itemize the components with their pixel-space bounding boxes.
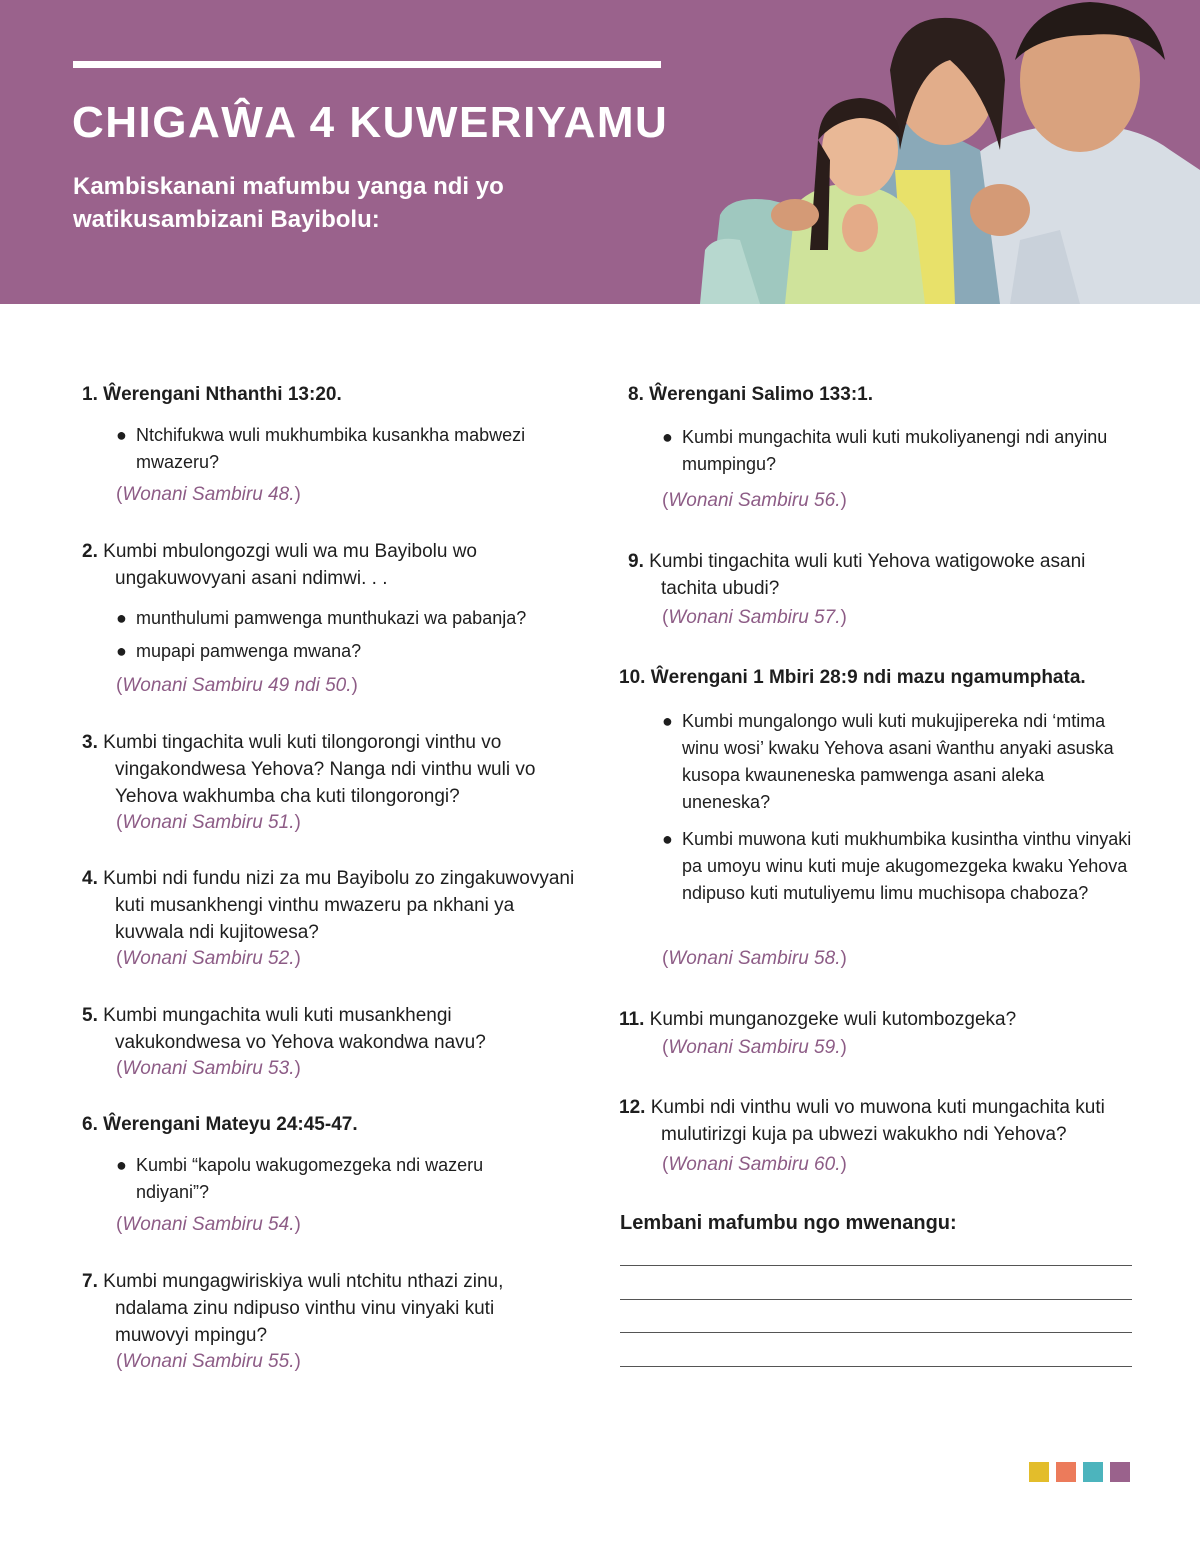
write-line[interactable]	[620, 1265, 1132, 1266]
question-11-reference: (Wonani Sambiru 59.)	[662, 1037, 847, 1058]
question-10-reference: (Wonani Sambiru 58.)	[662, 948, 847, 969]
write-questions-heading: Lembani mafumbu ngo mwenangu:	[620, 1212, 957, 1234]
question-2-bullet-2: ● mupapi pamwenga mwana?	[116, 641, 362, 661]
question-3: 3. Kumbi tingachita wuli kuti tilongorongi vinthu vo vingakondwesa Yehova? Nanga ndi vinthu wuli vo Yehova wakhumba cha kuti tilongorongi?	[82, 732, 536, 807]
question-10-bullet-1: ● Kumbi mungalongo wuli kuti mukujipereka ndi ‘mtima winu wosi’ kwaku Yehova asani ŵanthu anyaki asuska kusopa kwauneneska pamwenga asani aleka uneneska?	[662, 711, 1114, 812]
question-8-bullet: ● Kumbi mungachita wuli kuti mukoliyanengi ndi anyinu mumpingu?	[662, 427, 1108, 474]
question-1-reference: (Wonani Sambiru 48.)	[116, 484, 301, 505]
question-4-reference: (Wonani Sambiru 52.)	[116, 948, 301, 969]
question-10: 10. Ŵerengani 1 Mbiri 28:9 ndi mazu ngamumphata.	[619, 667, 1086, 688]
page-title: CHIGAŴA 4 KUWERIYAMU	[72, 98, 669, 147]
family-praying-illustration	[700, 0, 1200, 304]
question-1-bullet: ● Ntchifukwa wuli mukhumbika kusankha mabwezi mwazeru?	[116, 425, 526, 472]
question-1: 1. Ŵerengani Nthanthi 13:20.	[82, 384, 342, 405]
color-swatches	[1029, 1462, 1130, 1482]
question-12: 12. Kumbi ndi vinthu wuli vo muwona kuti mungachita kuti mulutirizgi kuja pa ubwezi wakukho ndi Yehova?	[619, 1097, 1105, 1145]
question-6-bullet: ● Kumbi “kapolu wakugomezgeka ndi wazeru ndiyani”?	[116, 1155, 484, 1202]
question-6-reference: (Wonani Sambiru 54.)	[116, 1214, 301, 1235]
question-3-reference: (Wonani Sambiru 51.)	[116, 812, 301, 833]
question-6: 6. Ŵerengani Mateyu 24:45-47.	[82, 1114, 358, 1135]
question-8-reference: (Wonani Sambiru 56.)	[662, 490, 847, 511]
question-8-title: Ŵerengani Salimo 133:1.	[649, 384, 873, 405]
write-line[interactable]	[620, 1299, 1132, 1300]
question-9: 9. Kumbi tingachita wuli kuti Yehova watigowoke asani tachita ubudi?	[628, 551, 1086, 599]
header-banner	[0, 0, 1200, 304]
header-rule	[73, 61, 661, 68]
question-11: 11. Kumbi munganozgeke wuli kutombozgeka?	[619, 1009, 1017, 1030]
question-5: 5. Kumbi mungachita wuli kuti musankhengi vakukondwesa vo Yehova wakondwa navu?	[82, 1005, 486, 1053]
swatch-purple	[1110, 1462, 1130, 1482]
question-9-reference: (Wonani Sambiru 57.)	[662, 607, 847, 628]
question-10-bullet-2: ● Kumbi muwona kuti mukhumbika kusintha vinthu vinyaki pa umoyu winu kuti muje akugomezgeka kwaku Yehova ndipuso kuti mutuliyemu limu muchisopa chaboza?	[662, 829, 1132, 903]
question-2-bullet-1: ● munthulumi pamwenga munthukazi wa pabanja?	[116, 608, 527, 628]
write-line[interactable]	[620, 1366, 1132, 1367]
question-7-reference: (Wonani Sambiru 55.)	[116, 1351, 301, 1372]
question-6-title: Ŵerengani Mateyu 24:45-47.	[103, 1114, 358, 1135]
question-1-title: Ŵerengani Nthanthi 13:20.	[103, 384, 342, 405]
write-line[interactable]	[620, 1332, 1132, 1333]
question-2-reference: (Wonani Sambiru 49 ndi 50.)	[116, 675, 358, 696]
question-7: 7. Kumbi mungagwiriskiya wuli ntchitu nthazi zinu, ndalama zinu ndipuso vinthu vinu vinyaki kuti muwovyi mpingu?	[82, 1271, 504, 1346]
question-5-reference: (Wonani Sambiru 53.)	[116, 1058, 301, 1079]
question-2: 2. Kumbi mbulongozgi wuli wa mu Bayibolu wo ungakuwovyani asani ndimwi. . .	[82, 541, 477, 589]
swatch-orange	[1056, 1462, 1076, 1482]
page-subtitle: Kambiskanani mafumbu yanga ndi yo watikusambizani Bayibolu:	[73, 173, 504, 233]
question-8: 8. Ŵerengani Salimo 133:1.	[628, 384, 873, 405]
question-12-reference: (Wonani Sambiru 60.)	[662, 1154, 847, 1175]
swatch-yellow	[1029, 1462, 1049, 1482]
swatch-teal	[1083, 1462, 1103, 1482]
question-10-title: Ŵerengani 1 Mbiri 28:9 ndi mazu ngamumphata.	[650, 667, 1086, 688]
question-4: 4. Kumbi ndi fundu nizi za mu Bayibolu zo zingakuwovyani kuti musankhengi vinthu mwazeru pa nkhani ya kuvwala ndi kujitowesa?	[82, 868, 575, 943]
